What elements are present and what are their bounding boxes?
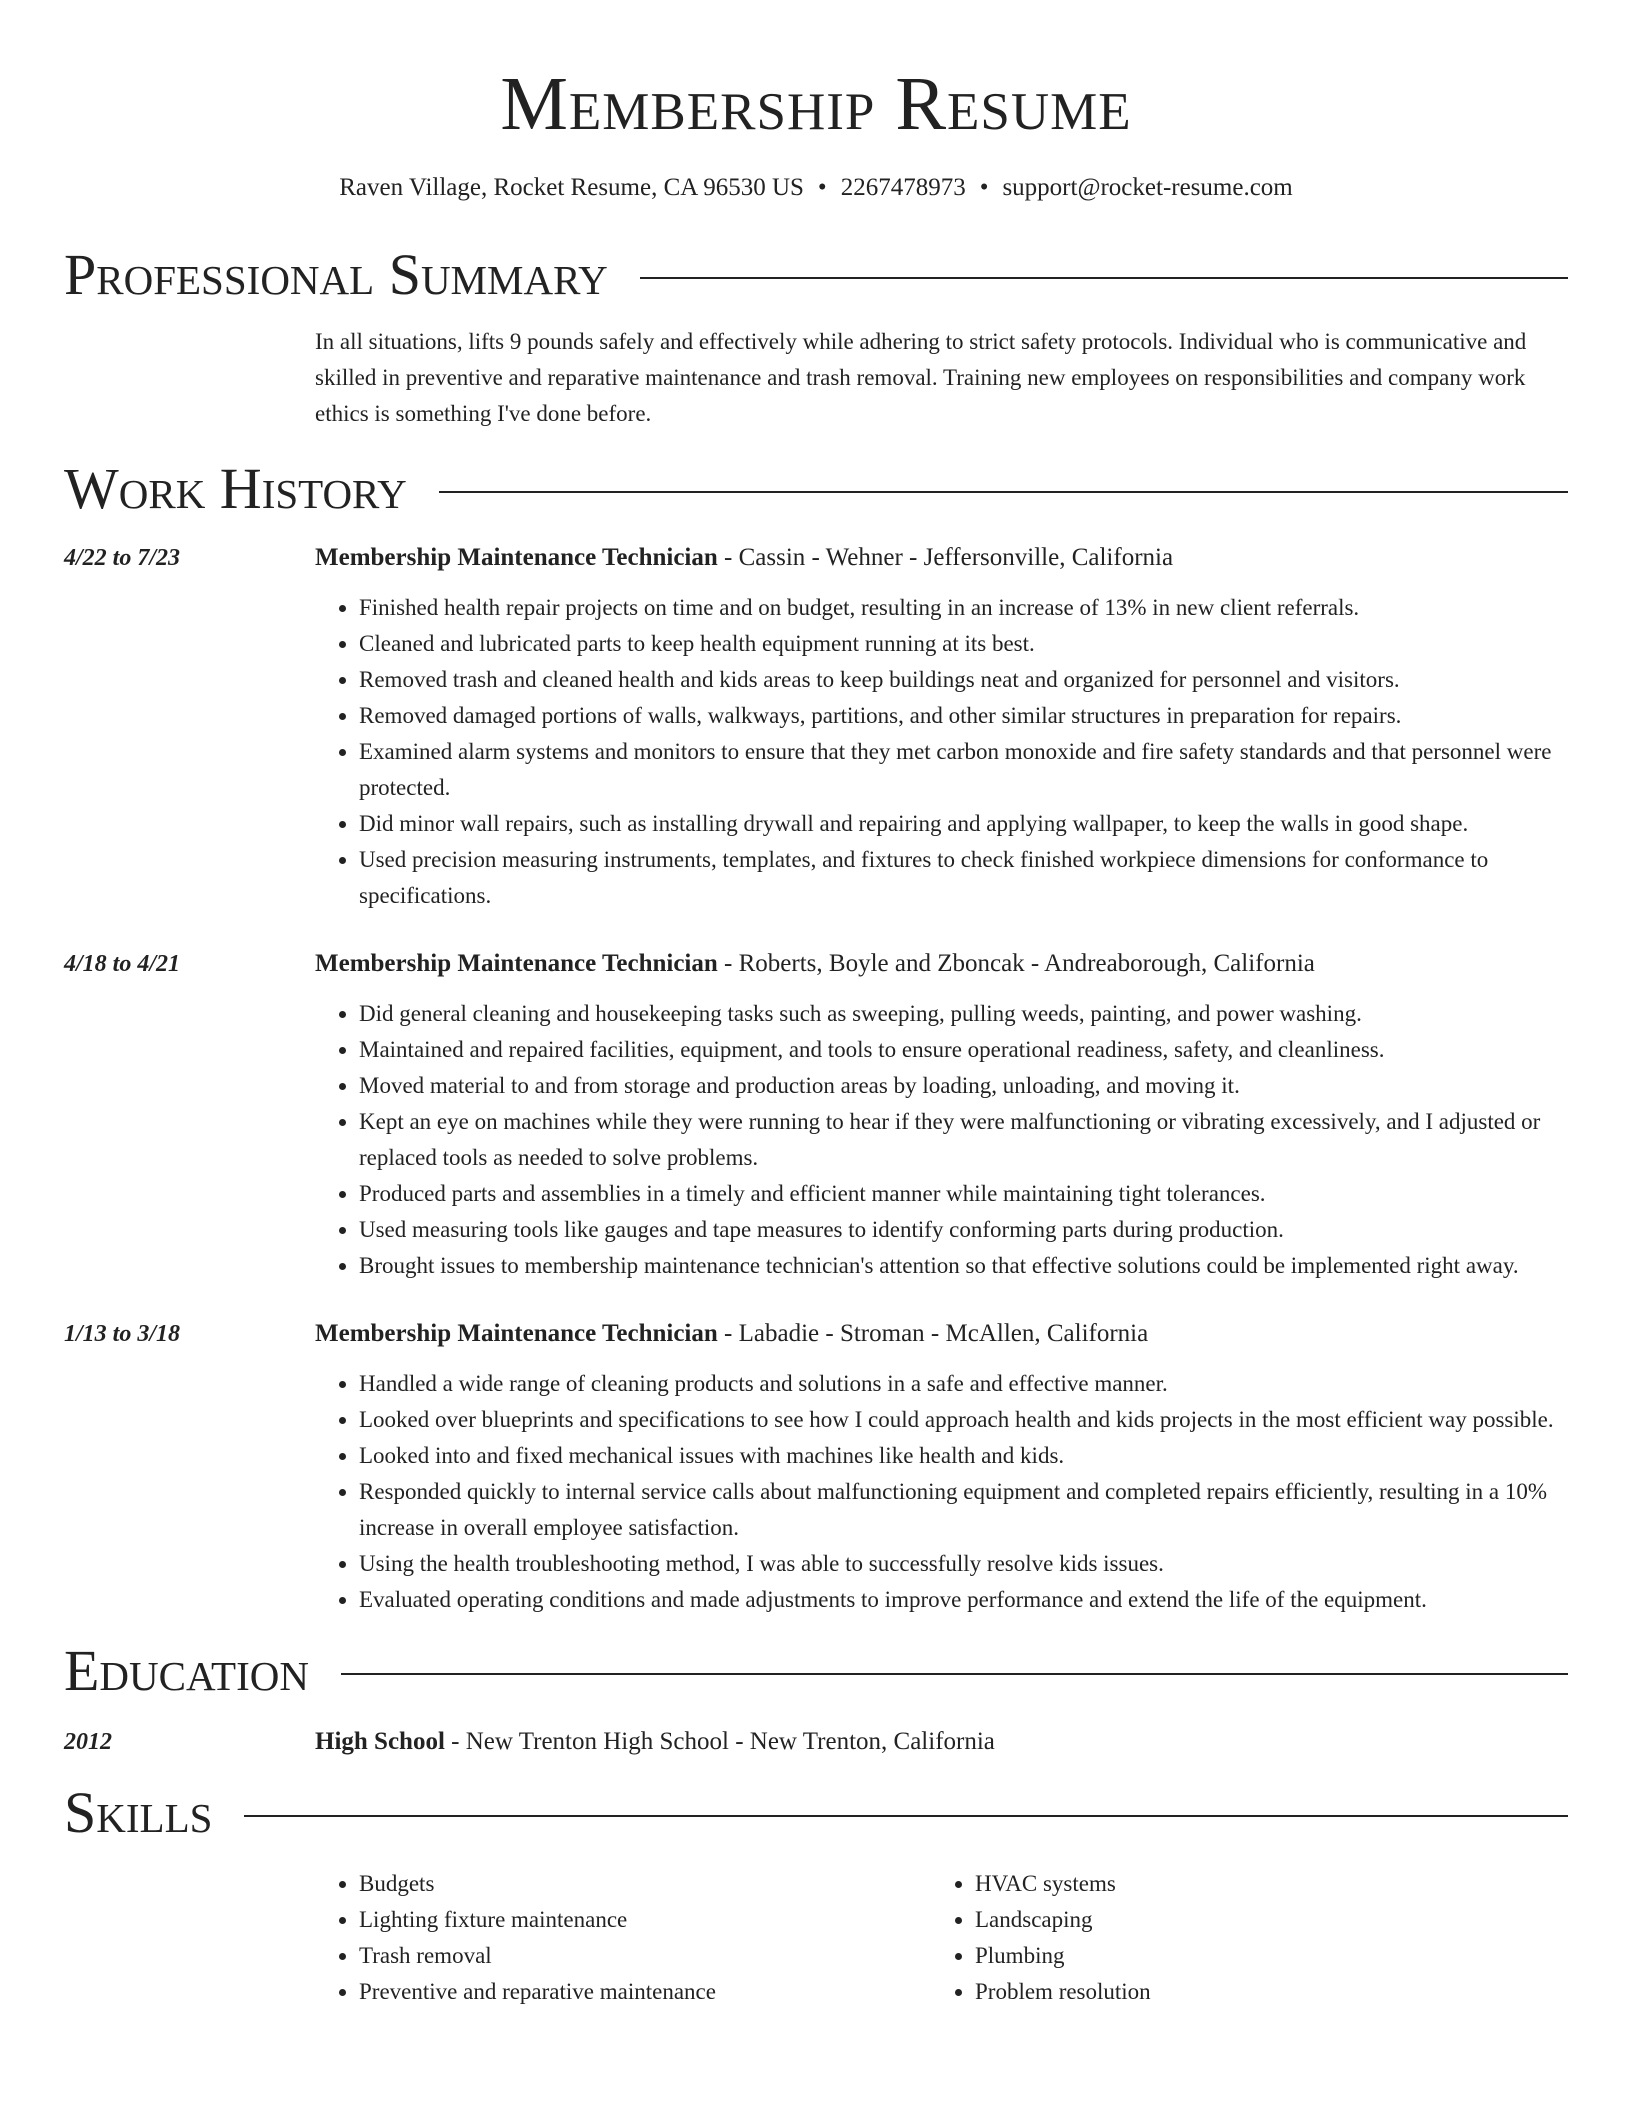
job-title: Membership Maintenance Technician (315, 950, 718, 977)
job-title: Membership Maintenance Technician (315, 1320, 718, 1347)
job-company: - Cassin - Wehner - Jeffersonville, California (717, 544, 1174, 571)
job-entry (64, 540, 1568, 914)
skill-item: • Landscaping (975, 1902, 1547, 1938)
skill-item: • Problem resolution (975, 1974, 1547, 2010)
section-header (64, 456, 1568, 522)
job-company: - Labadie - Stroman - McAllen, California (717, 1320, 1149, 1347)
skill-item: • HVAC systems (975, 1866, 1547, 1902)
section-title: Work History (64, 456, 407, 521)
job-bullet: • Using the health troubleshooting method, I was able to successfully resolve kids issues. (359, 1546, 1568, 1582)
job-title-line (315, 540, 1568, 576)
education-school: - New Trenton High School - New Trenton, California (444, 1728, 995, 1755)
job-title-line (315, 1316, 1568, 1352)
resume-page (64, 0, 1568, 2010)
job-bullet: • Finished health repair projects on time and on budget, resulting in an increase of 13% in new client referrals. (359, 590, 1568, 626)
work-history-section (64, 456, 1568, 1618)
contact-address: Raven Village, Rocket Resume, CA 96530 US (339, 174, 804, 201)
job-bullet: • Handled a wide range of cleaning products and solutions in a safe and effective manner. (359, 1366, 1568, 1402)
section-divider (341, 1673, 1568, 1675)
job-bullet: • Removed damaged portions of walls, walkways, partitions, and other similar structures in preparation for repairs. (359, 698, 1568, 734)
section-header (64, 242, 1568, 308)
contact-phone: 2267478973 (840, 174, 966, 201)
section-divider (640, 277, 1568, 279)
job-bullet: • Kept an eye on machines while they were running to hear if they were malfunctioning or vibrating excessively, and I adjusted or replaced tools as needed to solve problems. (359, 1104, 1568, 1176)
section-divider (439, 491, 1568, 493)
job-title-line (315, 946, 1568, 982)
education-entry (64, 1724, 1568, 1760)
job-title: Membership Maintenance Technician (315, 544, 718, 571)
job-body (315, 946, 1568, 1284)
job-bullet: • Evaluated operating conditions and made adjustments to improve performance and extend the life of the equipment. (359, 1582, 1568, 1618)
job-bullet: • Produced parts and assemblies in a timely and efficient manner while maintaining tight tolerances. (359, 1176, 1568, 1212)
education-line (315, 1724, 995, 1760)
education-degree: High School (315, 1728, 445, 1755)
job-body (315, 1316, 1568, 1618)
job-dates: 4/22 to 7/23 (64, 545, 181, 571)
education-year: 2012 (64, 1729, 112, 1755)
section-title: Professional Summary (64, 242, 608, 307)
job-body (315, 540, 1568, 914)
section-title: Education (64, 1638, 309, 1703)
contact-separator: • (979, 174, 989, 201)
job-dates: 1/13 to 3/18 (64, 1321, 181, 1347)
job-bullet: • Cleaned and lubricated parts to keep health equipment running at its best. (359, 626, 1568, 662)
skills-list (315, 1866, 1568, 2010)
skill-item: • Lighting fixture maintenance (359, 1902, 931, 1938)
job-bullet: • Used measuring tools like gauges and tape measures to identify conforming parts during production. (359, 1212, 1568, 1248)
section-header (64, 1638, 1568, 1704)
education-section (64, 1638, 1568, 1760)
job-entry (64, 946, 1568, 1284)
skill-item: • Trash removal (359, 1938, 931, 1974)
job-bullet: • Looked over blueprints and specifications to see how I could approach health and kids projects in the most efficient way possible. (359, 1402, 1568, 1438)
summary-section (64, 242, 1568, 432)
skills-section (64, 1780, 1568, 2010)
job-entry (64, 1316, 1568, 1618)
job-dates: 4/18 to 4/21 (64, 951, 181, 977)
job-bullets (315, 590, 1568, 914)
job-bullets (315, 1366, 1568, 1618)
section-header (64, 1780, 1568, 1846)
job-bullet: • Used precision measuring instruments, templates, and fixtures to check finished workpiece dimensions for conformance to specifications. (359, 842, 1568, 914)
skills-column-right (931, 1866, 1547, 2010)
skill-item: • Preventive and reparative maintenance (359, 1974, 931, 2010)
job-bullet: • Moved material to and from storage and production areas by loading, unloading, and moving it. (359, 1068, 1568, 1104)
job-company: - Roberts, Boyle and Zboncak - Andreaborough, California (717, 950, 1315, 977)
contact-email: support@rocket-resume.com (1002, 174, 1293, 201)
job-bullet: • Brought issues to membership maintenance technician's attention so that effective solutions could be implemented right away. (359, 1248, 1568, 1284)
job-bullet: • Responded quickly to internal service calls about malfunctioning equipment and completed repairs efficiently, resulting in a 10% increase in overall employee satisfaction. (359, 1474, 1568, 1546)
skills-column-left (315, 1866, 931, 2010)
resume-name: Membership Resume (500, 62, 1132, 146)
job-bullet: • Examined alarm systems and monitors to ensure that they met carbon monoxide and fire safety standards and that personnel were protected. (359, 734, 1568, 806)
skill-item: • Plumbing (975, 1938, 1547, 1974)
job-bullet: • Did general cleaning and housekeeping tasks such as sweeping, pulling weeds, painting, and power washing. (359, 996, 1568, 1032)
summary-text: In all situations, lifts 9 pounds safely and effectively while adhering to strict safety protocols. Individual who is communicative and skilled in preventive and reparative maintenance and trash removal. Training new employees on responsibilities and company work ethics is something I've done before. (315, 329, 1527, 426)
contact-separator: • (817, 174, 827, 201)
skill-item: • Budgets (359, 1866, 931, 1902)
section-title: Skills (64, 1780, 213, 1845)
job-bullet: • Did minor wall repairs, such as installing drywall and repairing and applying wallpaper, to keep the walls in good shape. (359, 806, 1568, 842)
contact-line (64, 172, 1568, 204)
section-divider (244, 1815, 1568, 1817)
job-bullet: • Looked into and fixed mechanical issues with machines like health and kids. (359, 1438, 1568, 1474)
job-bullets (315, 996, 1568, 1284)
job-bullet: • Maintained and repaired facilities, equipment, and tools to ensure operational readiness, safety, and cleanliness. (359, 1032, 1568, 1068)
job-bullet: • Removed trash and cleaned health and kids areas to keep buildings neat and organized for personnel and visitors. (359, 662, 1568, 698)
